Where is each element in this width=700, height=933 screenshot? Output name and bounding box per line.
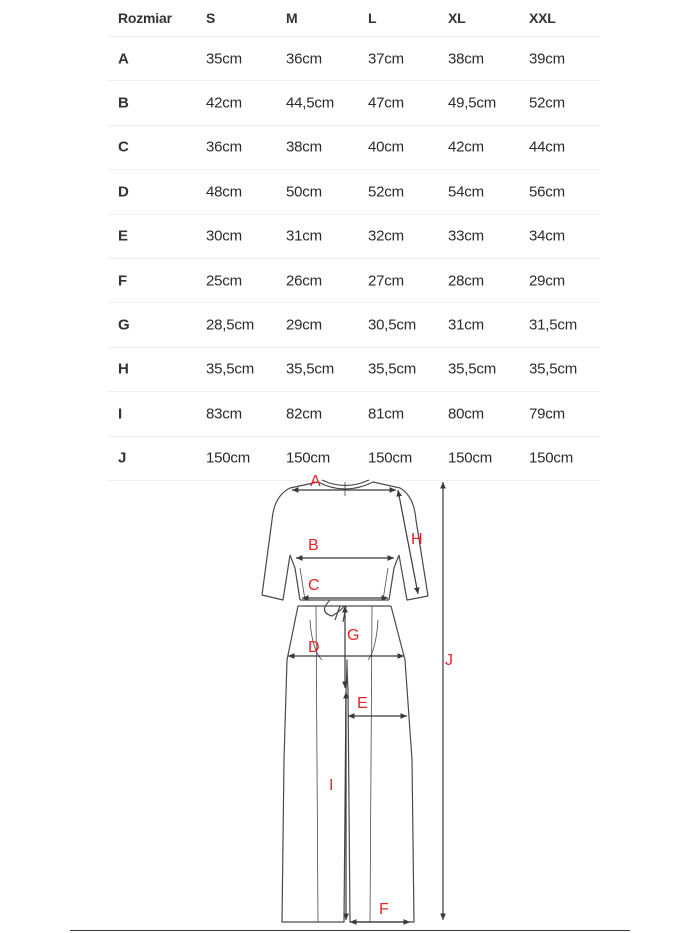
table-cell: 150cm — [206, 449, 251, 467]
row-label: I — [118, 405, 122, 423]
row-label: J — [118, 449, 127, 467]
table-row-b — [108, 81, 600, 125]
table-cell: 36cm — [206, 138, 242, 156]
table-cell: 35,5cm — [286, 360, 334, 378]
table-cell: 31cm — [286, 227, 322, 245]
table-cell: 52cm — [529, 94, 565, 112]
measure-label-b: B — [308, 537, 319, 554]
table-cell: 80cm — [448, 405, 484, 423]
table-cell: 29cm — [529, 272, 565, 290]
table-row-f — [108, 259, 600, 303]
table-cell: 35,5cm — [448, 360, 496, 378]
table-row-i — [108, 392, 600, 436]
table-cell: 35,5cm — [368, 360, 416, 378]
header-size-xl: XL — [448, 10, 466, 26]
table-cell: 35,5cm — [529, 360, 577, 378]
header-size-label: Rozmiar — [118, 10, 172, 26]
bottom-divider — [70, 930, 630, 931]
table-header-row — [108, 0, 600, 37]
table-cell: 38cm — [286, 138, 322, 156]
jumpsuit-outline-svg — [0, 460, 700, 933]
table-cell: 50cm — [286, 183, 322, 201]
row-label: D — [118, 183, 129, 201]
table-cell: 52cm — [368, 183, 404, 201]
measure-label-g: G — [347, 627, 360, 644]
table-cell: 27cm — [368, 272, 404, 290]
table-cell: 150cm — [448, 449, 493, 467]
row-label: B — [118, 94, 129, 112]
table-cell: 25cm — [206, 272, 242, 290]
table-cell: 34cm — [529, 227, 565, 245]
table-cell: 28,5cm — [206, 316, 254, 334]
table-cell: 40cm — [368, 138, 404, 156]
table-cell: 49,5cm — [448, 94, 496, 112]
row-label: G — [118, 316, 130, 334]
table-row-g — [108, 303, 600, 347]
garment-outline — [262, 480, 428, 922]
table-row-h — [108, 348, 600, 392]
table-row-d — [108, 170, 600, 214]
table-cell: 79cm — [529, 405, 565, 423]
table-cell: 29cm — [286, 316, 322, 334]
table-cell: 150cm — [529, 449, 574, 467]
measure-label-e: E — [357, 695, 368, 712]
table-cell: 42cm — [448, 138, 484, 156]
table-cell: 47cm — [368, 94, 404, 112]
header-size-xxl: XXL — [529, 10, 556, 26]
measure-label-h: H — [411, 531, 423, 548]
table-cell: 30cm — [206, 227, 242, 245]
table-cell: 38cm — [448, 50, 484, 68]
size-table — [108, 0, 600, 481]
table-cell: 32cm — [368, 227, 404, 245]
table-cell: 37cm — [368, 50, 404, 68]
table-cell: 83cm — [206, 405, 242, 423]
table-cell: 82cm — [286, 405, 322, 423]
measure-label-i: I — [329, 777, 334, 794]
table-cell: 35cm — [206, 50, 242, 68]
table-row-e — [108, 215, 600, 259]
table-cell: 54cm — [448, 183, 484, 201]
row-label: H — [118, 360, 129, 378]
table-cell: 30,5cm — [368, 316, 416, 334]
table-cell: 44,5cm — [286, 94, 334, 112]
measure-label-d: D — [308, 639, 320, 656]
header-size-s: S — [206, 10, 216, 26]
measure-label-f: F — [379, 901, 389, 918]
table-cell: 33cm — [448, 227, 484, 245]
table-cell: 26cm — [286, 272, 322, 290]
jumpsuit-measurement-diagram — [0, 460, 700, 933]
table-cell: 44cm — [529, 138, 565, 156]
row-label: F — [118, 272, 127, 290]
table-cell: 48cm — [206, 183, 242, 201]
header-size-l: L — [368, 10, 377, 26]
table-cell: 39cm — [529, 50, 565, 68]
table-cell: 31,5cm — [529, 316, 577, 334]
table-row-c — [108, 126, 600, 170]
header-size-m: M — [286, 10, 298, 26]
table-cell: 31cm — [448, 316, 484, 334]
table-row-a — [108, 37, 600, 81]
measure-label-a: A — [310, 473, 321, 490]
measure-label-c: C — [308, 577, 320, 594]
row-label: A — [118, 50, 129, 68]
table-cell: 56cm — [529, 183, 565, 201]
table-cell: 150cm — [368, 449, 413, 467]
table-cell: 36cm — [286, 50, 322, 68]
table-cell: 35,5cm — [206, 360, 254, 378]
table-cell: 28cm — [448, 272, 484, 290]
measure-label-j: J — [445, 652, 453, 669]
table-cell: 81cm — [368, 405, 404, 423]
table-cell: 150cm — [286, 449, 331, 467]
row-label: E — [118, 227, 128, 245]
table-cell: 42cm — [206, 94, 242, 112]
row-label: C — [118, 138, 129, 156]
